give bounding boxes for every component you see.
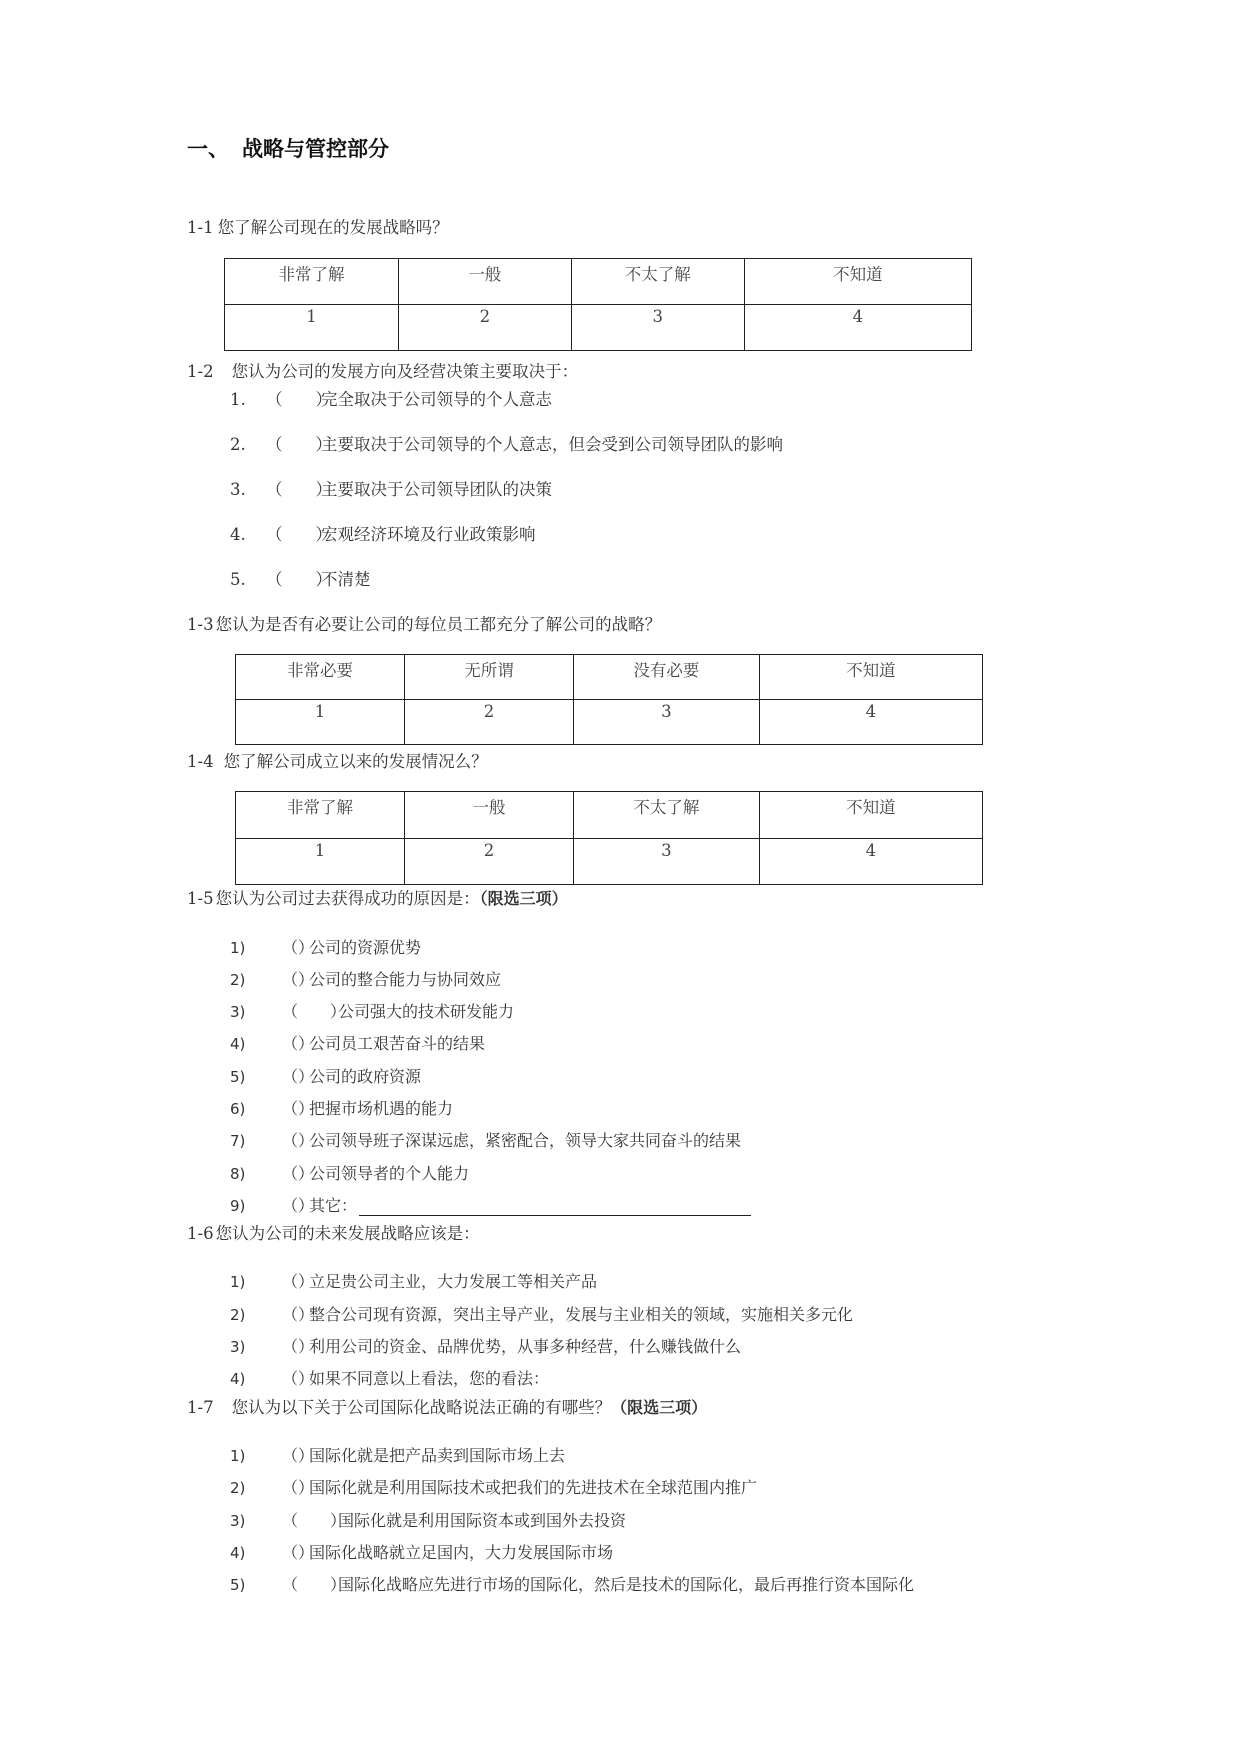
answer-blank[interactable]: （） [282, 1446, 315, 1465]
option-1-7-5[interactable] [230, 1572, 914, 1595]
question-text: 您认为公司的发展方向及经营决策主要取决于： [231, 362, 579, 381]
question-number: 1-2 [187, 362, 214, 381]
option-text: 完全取决于公司领导的个人意志 [321, 390, 552, 409]
question-emphasis: （限选三项） [611, 1398, 708, 1417]
question-number: 1-3 [187, 615, 214, 634]
option-number: 3. [230, 480, 246, 499]
question-text: 您认为公司的未来发展战略应该是： [215, 1224, 480, 1243]
option-number: 9) [230, 1197, 246, 1215]
table-header-cell: 一般 [404, 792, 573, 839]
answer-blank[interactable]: （ ） [282, 1575, 347, 1594]
option-1-5-7[interactable] [230, 1128, 741, 1151]
option-1-7-2[interactable] [230, 1475, 757, 1498]
table-value-cell: 1 [236, 700, 405, 745]
option-text: 公司强大的技术研发能力 [338, 1002, 515, 1021]
table-value-cell: 4 [744, 305, 971, 351]
table-header-cell: 不知道 [759, 655, 982, 700]
option-text: 国际化就是利用国际资本或到国外去投资 [338, 1511, 627, 1530]
answer-blank[interactable]: （） [282, 1196, 315, 1215]
table-value-cell: 3 [573, 839, 759, 885]
option-number: 4) [230, 1370, 246, 1388]
table-value-cell: 2 [404, 839, 573, 885]
table-header-cell: 非常了解 [225, 259, 399, 305]
option-text: 把握市场机遇的能力 [309, 1099, 454, 1118]
question-1-7 [187, 1394, 707, 1418]
option-number: 2) [230, 1479, 246, 1497]
option-1-5-5[interactable] [230, 1064, 421, 1087]
answer-blank[interactable]: （） [282, 1337, 315, 1356]
option-1-6-3[interactable] [230, 1334, 741, 1357]
option-number: 4. [230, 525, 246, 544]
option-text: 国际化战略就立足国内，大力发展国际市场 [309, 1543, 614, 1562]
option-number: 1) [230, 939, 246, 957]
answer-blank[interactable]: （ ） [282, 1511, 347, 1530]
answer-blank[interactable]: （） [282, 1131, 315, 1150]
option-number: 1) [230, 1273, 246, 1291]
question-number: 1-6 [187, 1224, 214, 1243]
option-1-2-2[interactable] [230, 431, 783, 455]
option-1-5-4[interactable] [230, 1031, 485, 1054]
question-1-4 [187, 748, 488, 772]
question-1-5 [187, 885, 568, 909]
option-number: 2. [230, 435, 246, 454]
option-text: 国际化战略应先进行市场的国际化，然后是技术的国际化，最后再推行资本国际化 [338, 1575, 915, 1594]
question-1-3 [187, 611, 661, 635]
section-number: 一、 [187, 137, 229, 161]
table-header-cell: 一般 [398, 259, 571, 305]
option-text: 利用公司的资金、品牌优势，从事多种经营，什么赚钱做什么 [309, 1337, 742, 1356]
option-text: 公司的整合能力与协同效应 [309, 970, 502, 989]
table-value-cell: 2 [398, 305, 571, 351]
question-emphasis: （限选三项） [479, 889, 568, 908]
option-1-2-1[interactable] [230, 386, 552, 410]
option-1-7-3[interactable] [230, 1508, 626, 1531]
option-text: 立足贵公司主业，大力发展工等相关产品 [309, 1272, 598, 1291]
option-text: 如果不同意以上看法，您的看法： [309, 1369, 550, 1388]
answer-blank[interactable]: （） [282, 1305, 315, 1324]
answer-blank[interactable]: （） [282, 938, 315, 957]
option-text: 宏观经济环境及行业政策影响 [321, 525, 536, 544]
answer-blank[interactable]: （） [282, 1099, 315, 1118]
option-number: 5. [230, 570, 246, 589]
section-title [187, 133, 389, 163]
option-number: 1) [230, 1447, 246, 1465]
question-text: 您认为公司过去获得成功的原因是： [215, 889, 480, 908]
option-1-5-8[interactable] [230, 1161, 469, 1184]
table-value-cell: 1 [236, 839, 405, 885]
option-1-2-5[interactable] [230, 566, 371, 590]
option-text: 公司的政府资源 [309, 1067, 422, 1086]
table-value-cell: 1 [225, 305, 399, 351]
answer-blank[interactable]: （） [282, 1067, 315, 1086]
option-number: 2) [230, 971, 246, 989]
table-header-cell: 没有必要 [573, 655, 759, 700]
option-text: 公司领导者的个人能力 [309, 1164, 470, 1183]
option-number: 2) [230, 1306, 246, 1324]
answer-blank[interactable]: （ ） [266, 480, 332, 499]
answer-blank[interactable]: （ ） [282, 1002, 347, 1021]
table-header-cell: 不太了解 [573, 792, 759, 839]
section-heading: 战略与管控部分 [242, 137, 389, 161]
question-text: 您了解公司现在的发展战略吗？ [217, 218, 449, 237]
option-text: 主要取决于公司领导团队的决策 [321, 480, 552, 499]
answer-table-1-4 [235, 791, 983, 885]
answer-blank[interactable]: （） [282, 1164, 315, 1183]
table-header-cell: 非常了解 [236, 792, 405, 839]
answer-blank[interactable]: （） [282, 1272, 315, 1291]
option-number: 5) [230, 1576, 246, 1594]
answer-blank[interactable]: （ ） [266, 525, 332, 544]
answer-blank[interactable]: （ ） [266, 435, 332, 454]
question-text: 您了解公司成立以来的发展情况么？ [223, 752, 488, 771]
option-1-6-2[interactable] [230, 1302, 853, 1325]
answer-blank[interactable]: （） [282, 1034, 315, 1053]
option-number: 3) [230, 1003, 246, 1021]
table-header-cell: 不知道 [759, 792, 982, 839]
answer-blank[interactable]: （） [282, 970, 315, 989]
option-1-6-4[interactable] [230, 1366, 549, 1389]
question-1-6 [187, 1220, 480, 1244]
option-number: 5) [230, 1068, 246, 1086]
option-text: 整合公司现有资源，突出主导产业，发展与主业相关的领域，实施相关多元化 [309, 1305, 854, 1324]
question-number: 1-4 [187, 752, 214, 771]
option-1-5-6[interactable] [230, 1096, 453, 1119]
table-value-cell: 3 [573, 700, 759, 745]
table-value-cell: 4 [759, 700, 982, 745]
answer-blank[interactable]: （ ） [266, 570, 332, 589]
answer-blank[interactable]: （） [282, 1369, 315, 1388]
table-header-cell: 无所谓 [404, 655, 573, 700]
option-text: 主要取决于公司领导的个人意志，但会受到公司领导团队的影响 [321, 435, 783, 454]
option-number: 4) [230, 1544, 246, 1562]
table-header-cell: 不太了解 [571, 259, 744, 305]
option-text: 公司员工艰苦奋斗的结果 [309, 1034, 486, 1053]
option-1-7-4[interactable] [230, 1540, 613, 1563]
table-value-cell: 3 [571, 305, 744, 351]
question-number: 1-7 [187, 1398, 214, 1417]
question-number: 1-5 [187, 889, 214, 908]
option-text: 国际化就是把产品卖到国际市场上去 [309, 1446, 566, 1465]
option-1-5-3[interactable] [230, 999, 514, 1022]
question-1-2 [187, 358, 578, 382]
table-value-cell: 4 [759, 839, 982, 885]
option-text: 不清楚 [321, 570, 371, 589]
option-number: 7) [230, 1132, 246, 1150]
question-1-1 [187, 214, 449, 238]
option-text: 公司领导班子深谋远虑，紧密配合，领导大家共同奋斗的结果 [309, 1131, 742, 1150]
option-1-5-9[interactable] [230, 1193, 751, 1216]
option-number: 8) [230, 1165, 246, 1183]
question-number: 1-1 [187, 218, 214, 237]
option-text: 国际化就是利用国际技术或把我们的先进技术在全球范围内推广 [309, 1478, 758, 1497]
table-header-cell: 不知道 [744, 259, 971, 305]
option-number: 3) [230, 1512, 246, 1530]
answer-table-1-3 [235, 654, 983, 745]
answer-blank[interactable]: （ ） [266, 390, 332, 409]
answer-table-1-1 [224, 258, 972, 351]
option-number: 4) [230, 1035, 246, 1053]
option-text: 公司的资源优势 [309, 938, 422, 957]
option-1-2-3[interactable] [230, 476, 552, 500]
option-1-6-1[interactable] [230, 1269, 597, 1292]
table-header-cell: 非常必要 [236, 655, 405, 700]
answer-blank[interactable]: （） [282, 1478, 315, 1497]
option-number: 1. [230, 390, 246, 409]
option-1-2-4[interactable] [230, 521, 536, 545]
option-1-5-2[interactable] [230, 967, 501, 990]
option-1-7-1[interactable] [230, 1443, 565, 1466]
fill-in-line[interactable] [359, 1199, 751, 1216]
option-1-5-1[interactable] [230, 935, 421, 958]
option-number: 6) [230, 1100, 246, 1118]
question-text: 您认为以下关于公司国际化战略说法正确的有哪些？ [231, 1398, 612, 1417]
option-text: 其它： [309, 1196, 358, 1215]
question-text: 您认为是否有必要让公司的每位员工都充分了解公司的战略？ [215, 615, 662, 634]
option-number: 3) [230, 1338, 246, 1356]
answer-blank[interactable]: （） [282, 1543, 315, 1562]
table-value-cell: 2 [404, 700, 573, 745]
